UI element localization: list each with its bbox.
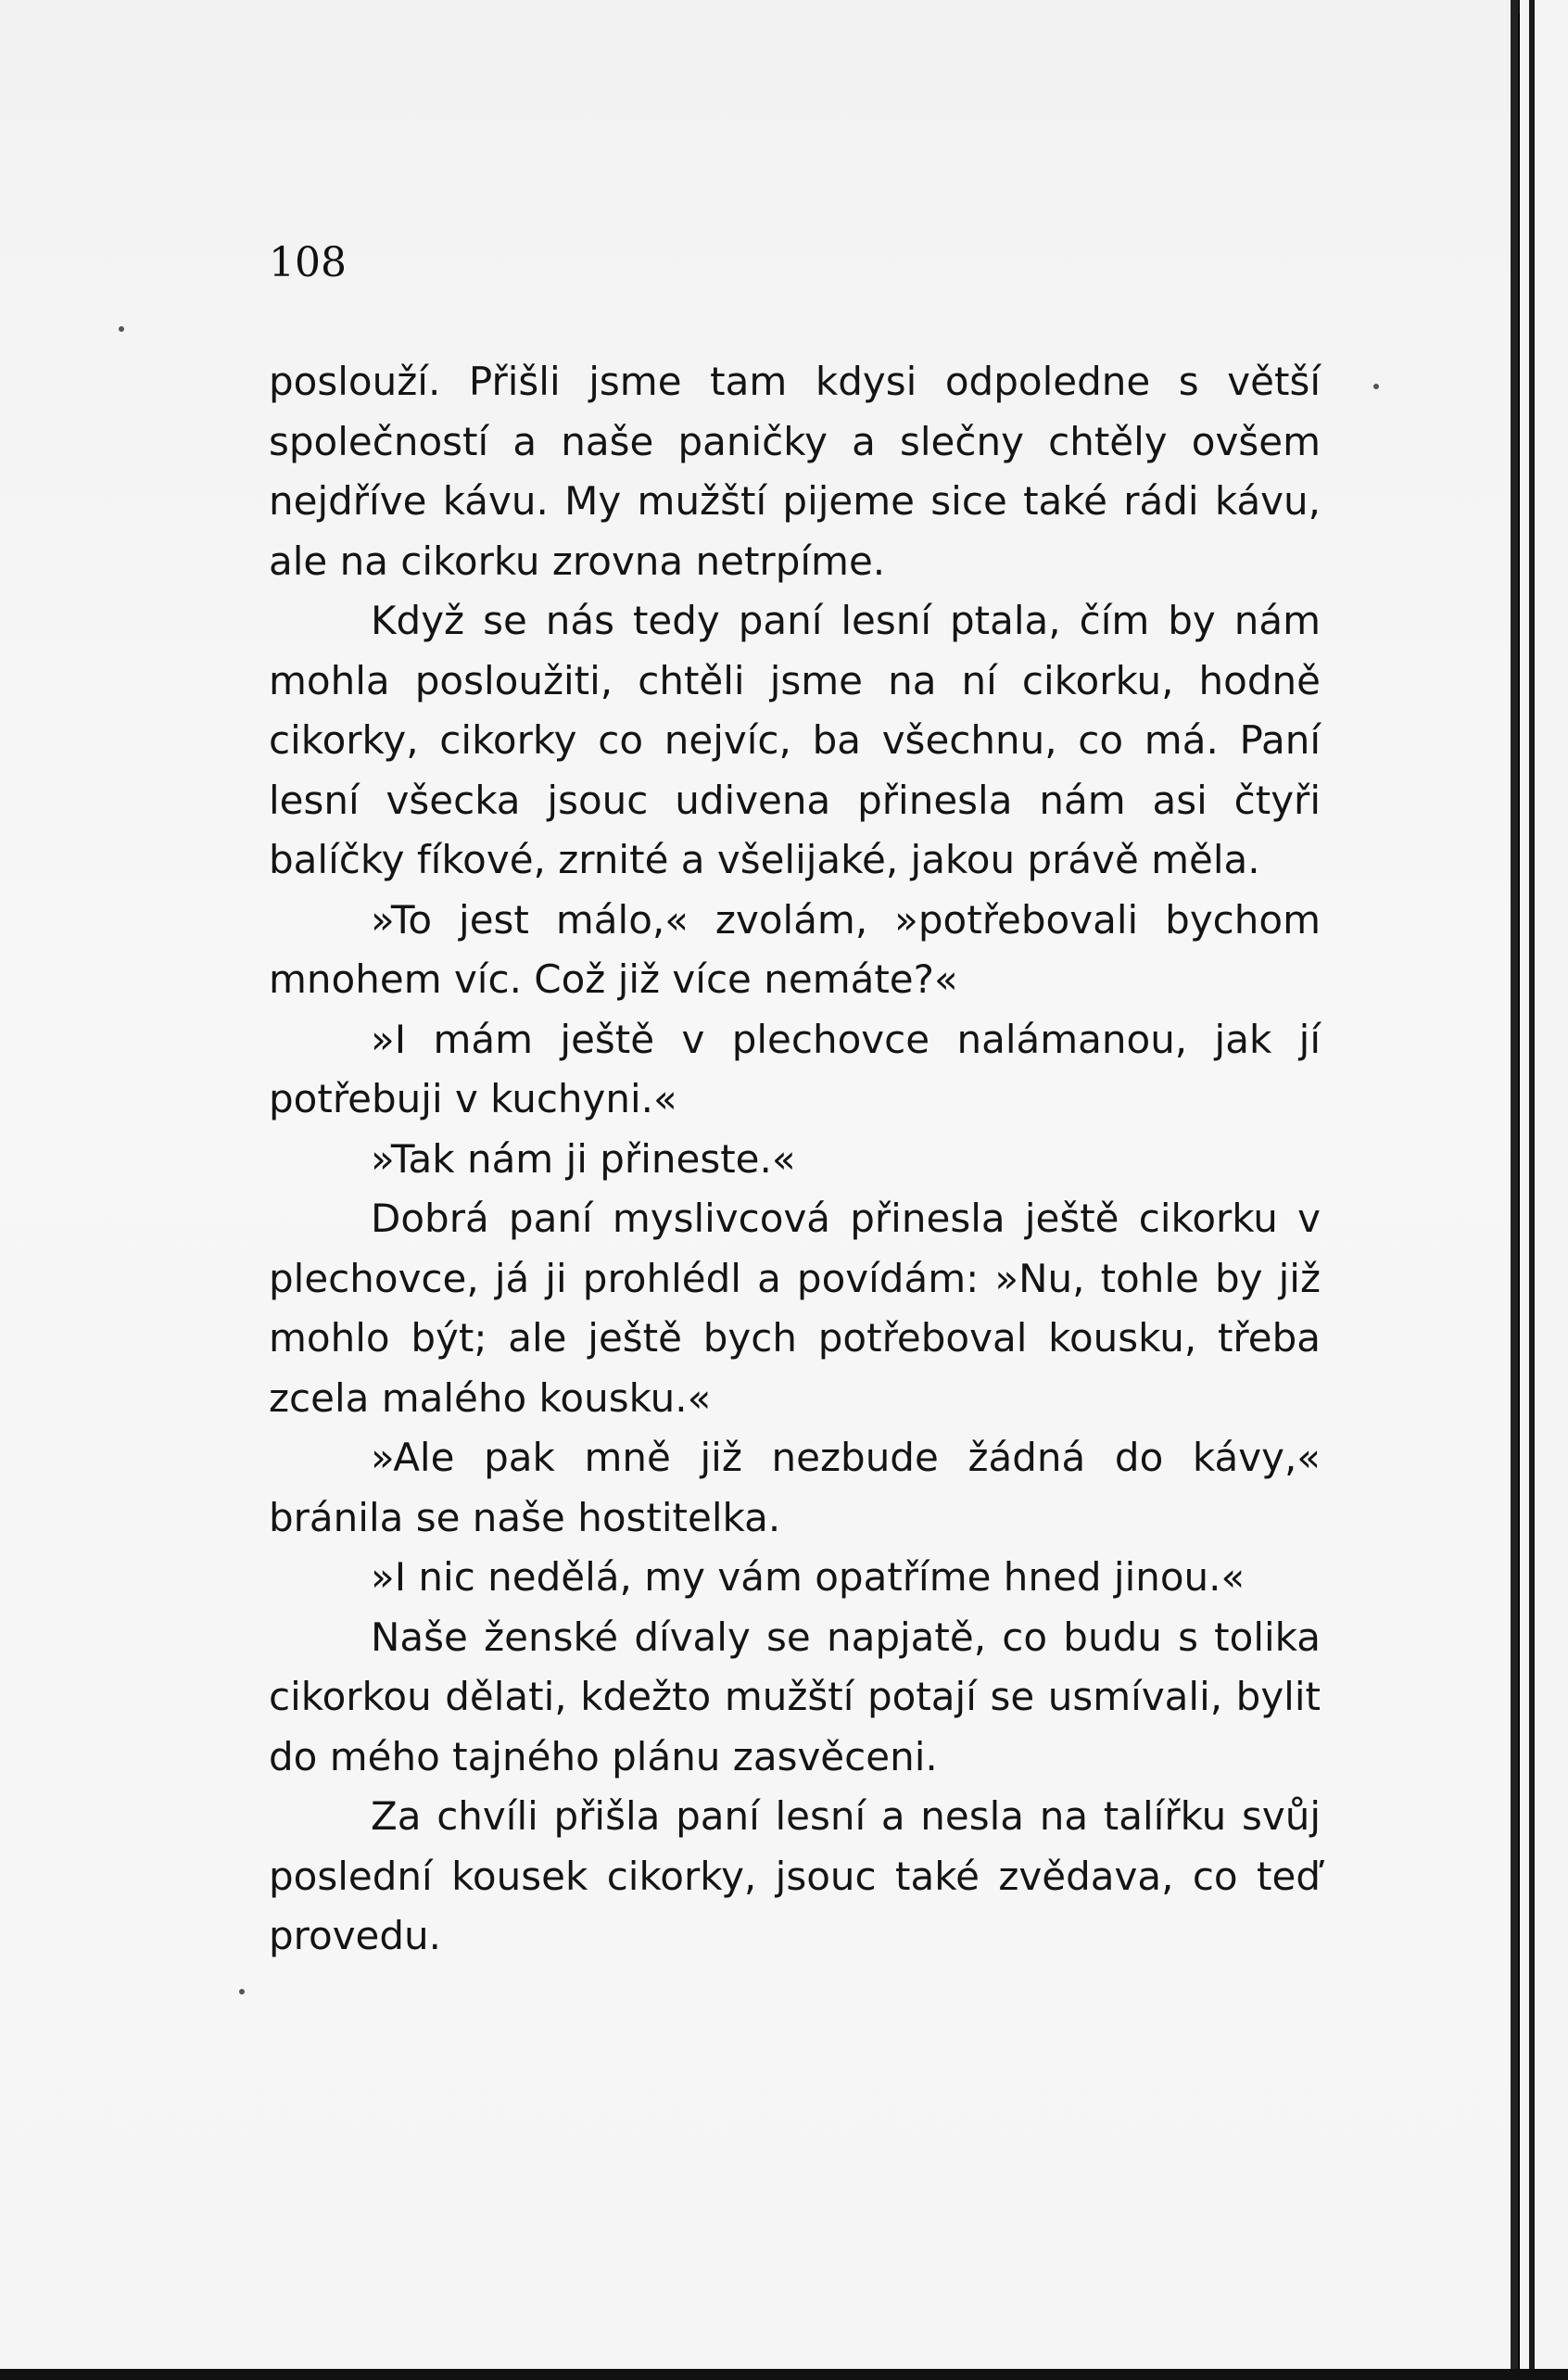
paragraph: »To jest málo,« zvolám, »potřebovali bychom mnohem víc. Což již více nemáte?« [269,896,1321,1002]
page-text [269,352,1321,1967]
paragraph: »I nic nedělá, my vám opatříme hned jinou.« [371,1554,1246,1600]
scan-margin [1520,0,1568,2380]
paragraph: poslouží. Přišli jsme tam kdysi odpoledne s větší společností a naše paničky a slečny chtěly ovšem nejdříve kávu. My mužští pijeme sice také rádi kávu, ale na cikorku zrovna netrpíme. [269,359,1321,584]
scan-edge-line [1529,0,1535,2380]
paragraph: »Ale pak mně již nezbude žádná do kávy,« bránila se naše hostitelka. [269,1435,1321,1540]
paragraph: Když se nás tedy paní lesní ptala, čím by nám mohla posloužiti, chtěli jsme na ní cikorku, hodně cikorky, cikorky co nejvíc, ba všechnu, co má. Paní lesní všecka jsouc udivena přinesla nám asi čtyři balíčky fíkové, zrnité a všelijaké, jakou právě měla. [269,598,1321,882]
paragraph: »Tak nám ji přineste.« [371,1135,796,1182]
page-number: 108 [269,239,347,286]
scan-speck [239,1989,245,1994]
scan-speck [119,326,124,332]
paragraph: Naše ženské dívaly se napjatě, co budu s tolika cikorkou dělati, kdežto mužští potají se usmívali, bylit do mého tajného plánu zasvěceni. [269,1614,1321,1779]
paragraph: Dobrá paní myslivcová přinesla ještě cikorku v plechovce, já ji prohlédl a povídám: »Nu, tohle by již mohlo být; ale ještě bych potřeboval kousku, třeba zcela malého kousku.« [269,1196,1321,1421]
scan-bottom-border [0,2369,1568,2380]
scan-speck [1373,384,1379,389]
paragraph: Za chvíli přišla paní lesní a nesla na talířku svůj poslední kousek cikorky, jsouc také zvědava, co teď provedu. [269,1793,1321,1958]
paragraph: »I mám ještě v plechovce nalámanou, jak jí potřebuji v kuchyni.« [269,1016,1321,1121]
